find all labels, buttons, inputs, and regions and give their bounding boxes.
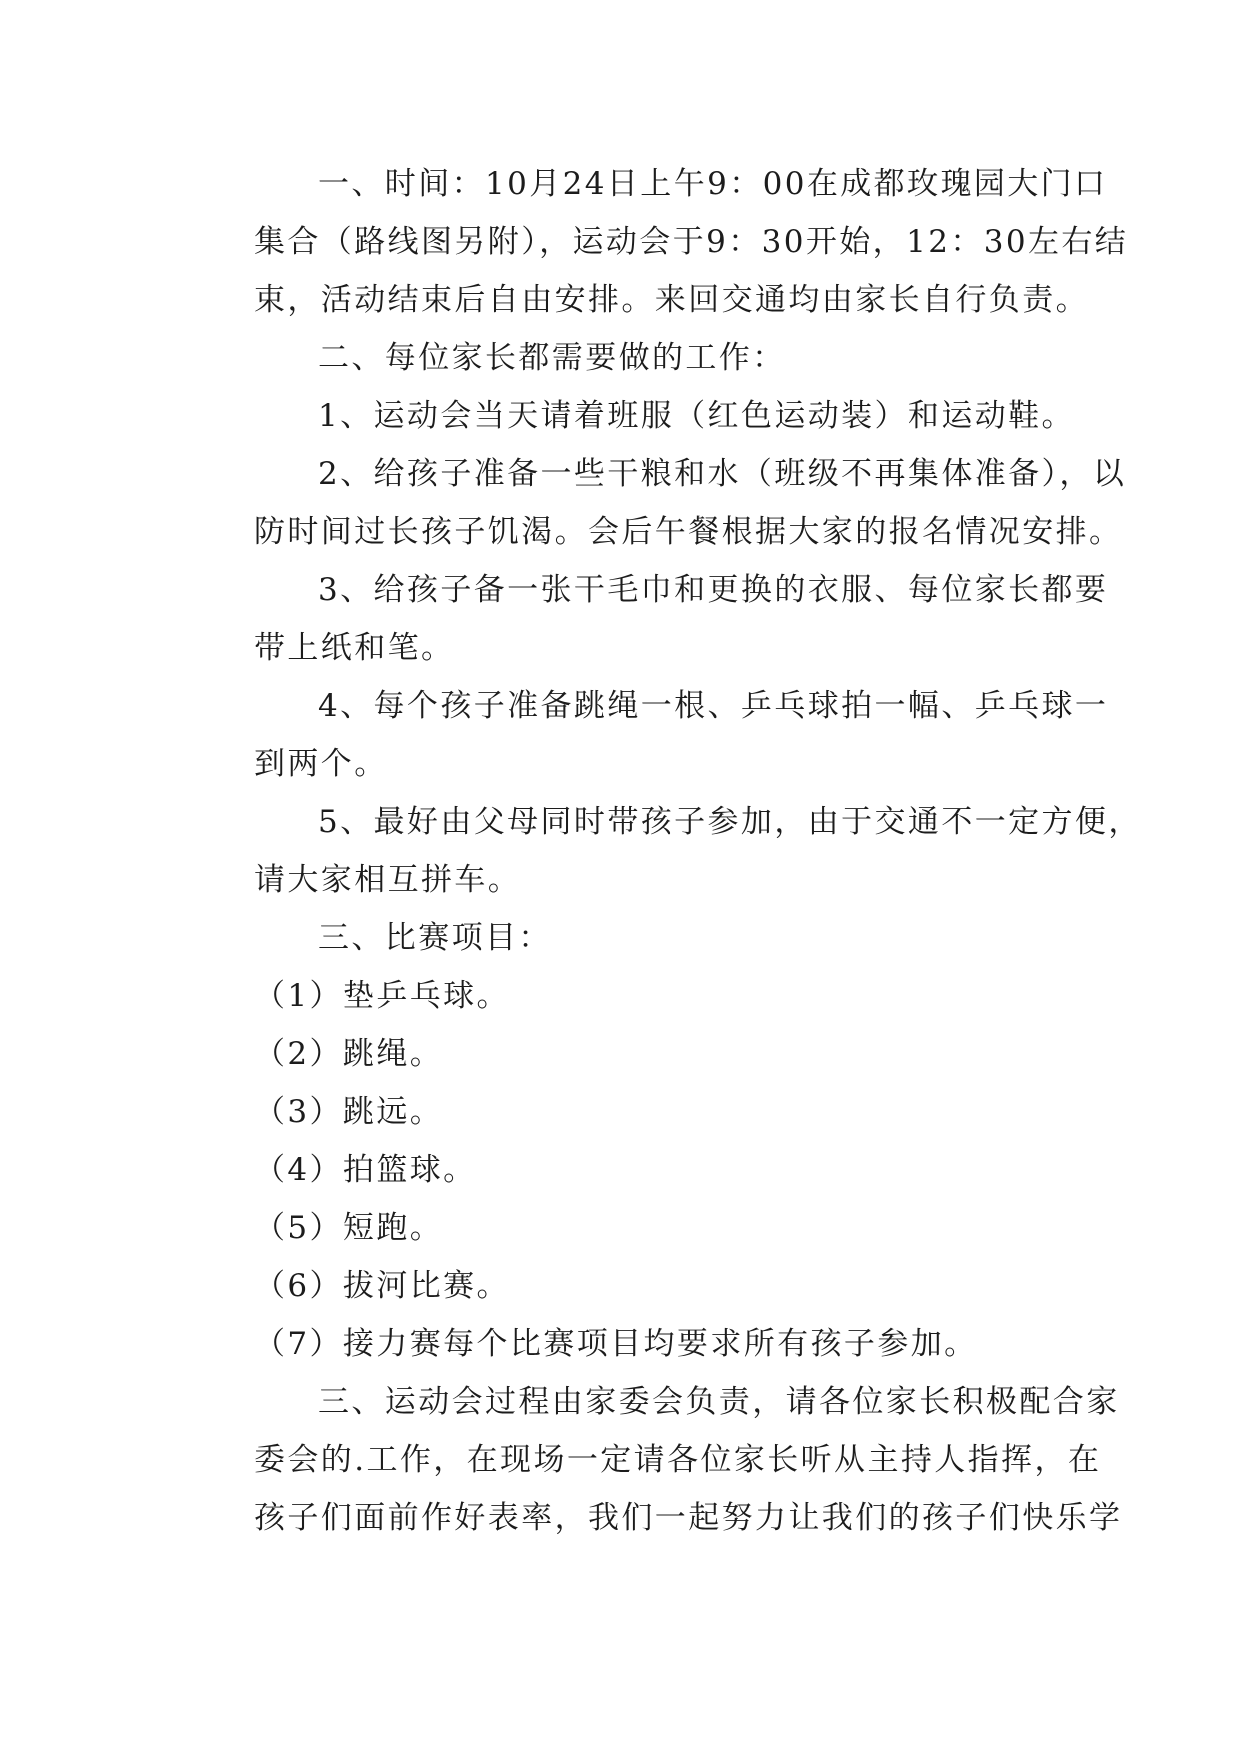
list-item: （4）拍篮球。 (254, 1152, 477, 1188)
paragraph-task-4 (190, 677, 1109, 793)
list-item: （2）跳绳。 (254, 1036, 444, 1072)
text-line: 二、每位家长都需要做的工作： (318, 340, 786, 376)
list-item: （3）跳远。 (254, 1094, 444, 1130)
list-item: （5）短跑。 (254, 1210, 444, 1246)
paragraph-time (190, 155, 1129, 329)
list-item: （7）接力赛每个比赛项目均要求所有孩子参加。 (254, 1326, 978, 1362)
paragraph-task-5 (190, 793, 1142, 909)
paragraph-task-3 (190, 561, 1109, 677)
list-item: （1）垫乒乓球。 (254, 978, 510, 1014)
text-line: 三、运动会过程由家委会负责，请各位家长积极配合家 (318, 1384, 1120, 1420)
text-line: 3、给孩子备一张干毛巾和更换的衣服、每位家长都要 (318, 572, 1109, 608)
text-line: 防时间过长孩子饥渴。会后午餐根据大家的报名情况安排。 (254, 514, 1123, 550)
document-body (190, 155, 1142, 1547)
paragraph-committee (190, 1373, 1123, 1547)
text-line: 带上纸和笔。 (254, 630, 455, 666)
paragraph-task-1 (190, 387, 1075, 445)
text-line: 集合（路线图另附），运动会于9：30开始，12：30左右结 (254, 224, 1129, 260)
text-line: 2、给孩子准备一些干粮和水（班级不再集体准备），以 (318, 456, 1127, 492)
text-line: 孩子们面前作好表率，我们一起努力让我们的孩子们快乐学 (254, 1500, 1123, 1536)
paragraph-task-2 (190, 445, 1127, 561)
text-line: 5、最好由父母同时带孩子参加，由于交通不一定方便， (318, 804, 1142, 840)
text-line: 束，活动结束后自由安排。来回交通均由家长自行负责。 (254, 282, 1089, 318)
paragraph-events-heading (190, 909, 1060, 967)
text-line: 4、每个孩子准备跳绳一根、乒乓球拍一幅、乒乓球一 (318, 688, 1109, 724)
text-line: 1、运动会当天请着班服（红色运动装）和运动鞋。 (318, 398, 1075, 434)
text-line: 委会的.工作，在现场一定请各位家长听从主持人指挥，在 (254, 1442, 1102, 1478)
text-line: 一、时间：10月24日上午9：00在成都玫瑰园大门口 (318, 166, 1108, 202)
text-line: 三、比赛项目： (318, 920, 552, 956)
list-item: （6）拔河比赛。 (254, 1268, 510, 1304)
paragraph-parent-tasks-heading (190, 329, 1060, 387)
text-line: 请大家相互拼车。 (254, 862, 522, 898)
events-list (190, 967, 1060, 1373)
text-line: 到两个。 (254, 746, 388, 782)
